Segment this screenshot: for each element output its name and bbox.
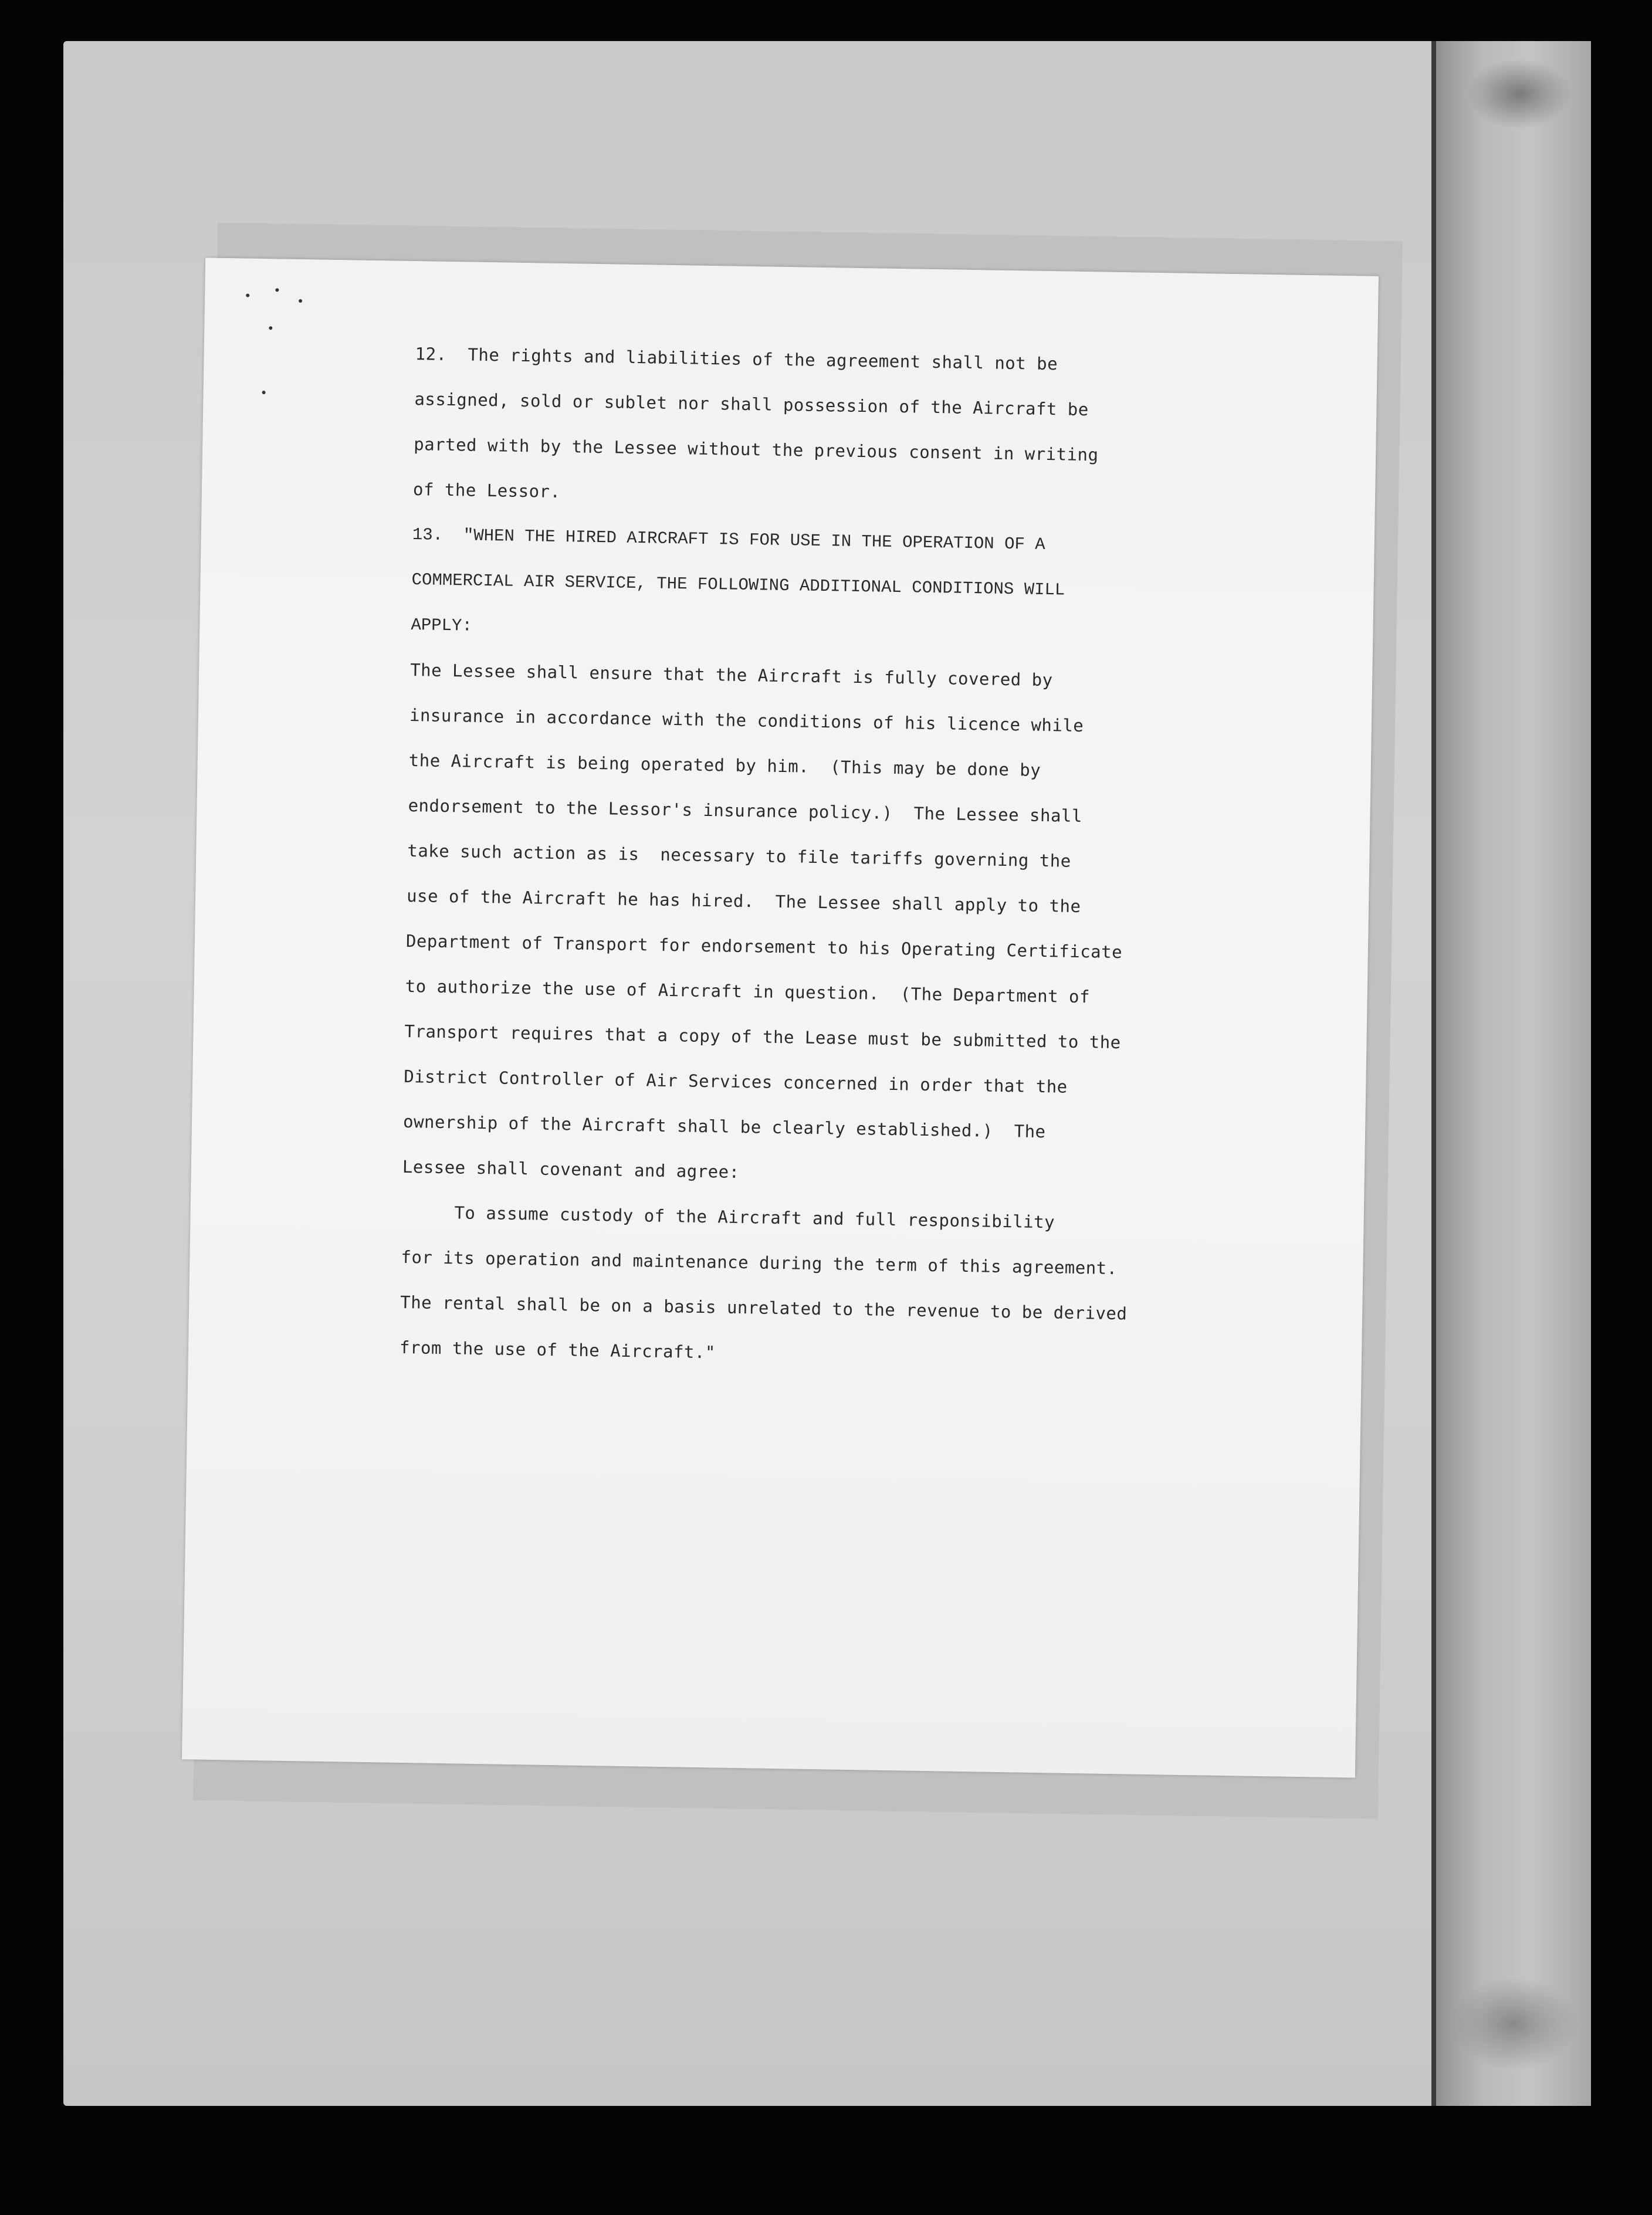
text-line: use of the Aircraft he has hired. The Lessee shall apply to the	[406, 885, 1081, 917]
text-line: Lessee shall covenant and agree:	[402, 1156, 740, 1182]
page-text	[399, 331, 1237, 1383]
stain-mark	[1449, 1977, 1578, 2071]
text-line: APPLY:	[411, 615, 473, 636]
text-line: To assume custody of the Aircraft and full responsibility	[401, 1201, 1055, 1232]
binding-strip	[1431, 41, 1591, 2106]
text-line: 13. "WHEN THE HIRED AIRCRAFT IS FOR USE IN THE OPERATION OF A	[412, 525, 1045, 554]
text-line: Transport requires that a copy of the Lease must be submitted to the	[404, 1021, 1121, 1053]
text-line: from the use of the Aircraft."	[399, 1337, 716, 1363]
stain-mark	[1467, 59, 1572, 129]
text-line: ownership of the Aircraft shall be clearly established.) The	[402, 1111, 1046, 1142]
speck	[262, 391, 266, 394]
text-line: parted with by the Lessee without the previous consent in writing	[414, 434, 1099, 465]
text-line: take such action as is necessary to file tariffs governing the	[407, 840, 1071, 871]
speck	[269, 326, 272, 330]
speck	[299, 299, 302, 303]
speck	[275, 288, 279, 292]
text-line: insurance in accordance with the conditions of his licence while	[409, 705, 1084, 736]
text-line: COMMERCIAL AIR SERVICE, THE FOLLOWING ADDITIONAL CONDITIONS WILL	[411, 570, 1065, 600]
text-line: endorsement to the Lessor's insurance policy.) The Lessee shall	[408, 795, 1083, 827]
text-line: assigned, sold or sublet nor shall possession of the Aircraft be	[414, 389, 1089, 420]
text-line: The Lessee shall ensure that the Aircraft is fully covered by	[409, 660, 1053, 690]
text-line: to authorize the use of Aircraft in question. (The Department of	[405, 976, 1091, 1007]
text-line: of the Lessor.	[412, 479, 561, 502]
text-line: District Controller of Air Services concerned in order that the	[404, 1066, 1068, 1097]
typed-page	[182, 258, 1379, 1777]
text-line: for its operation and maintenance during the term of this agreement.	[401, 1247, 1118, 1279]
text-line: the Aircraft is being operated by him. (This may be done by	[408, 750, 1041, 780]
text-line: Department of Transport for endorsement to his Operating Certificate	[405, 930, 1123, 963]
speck	[246, 294, 249, 297]
text-line: The rental shall be on a basis unrelated to the revenue to be derived	[400, 1292, 1128, 1324]
text-line: 12. The rights and liabilities of the agreement shall not be	[415, 344, 1058, 374]
